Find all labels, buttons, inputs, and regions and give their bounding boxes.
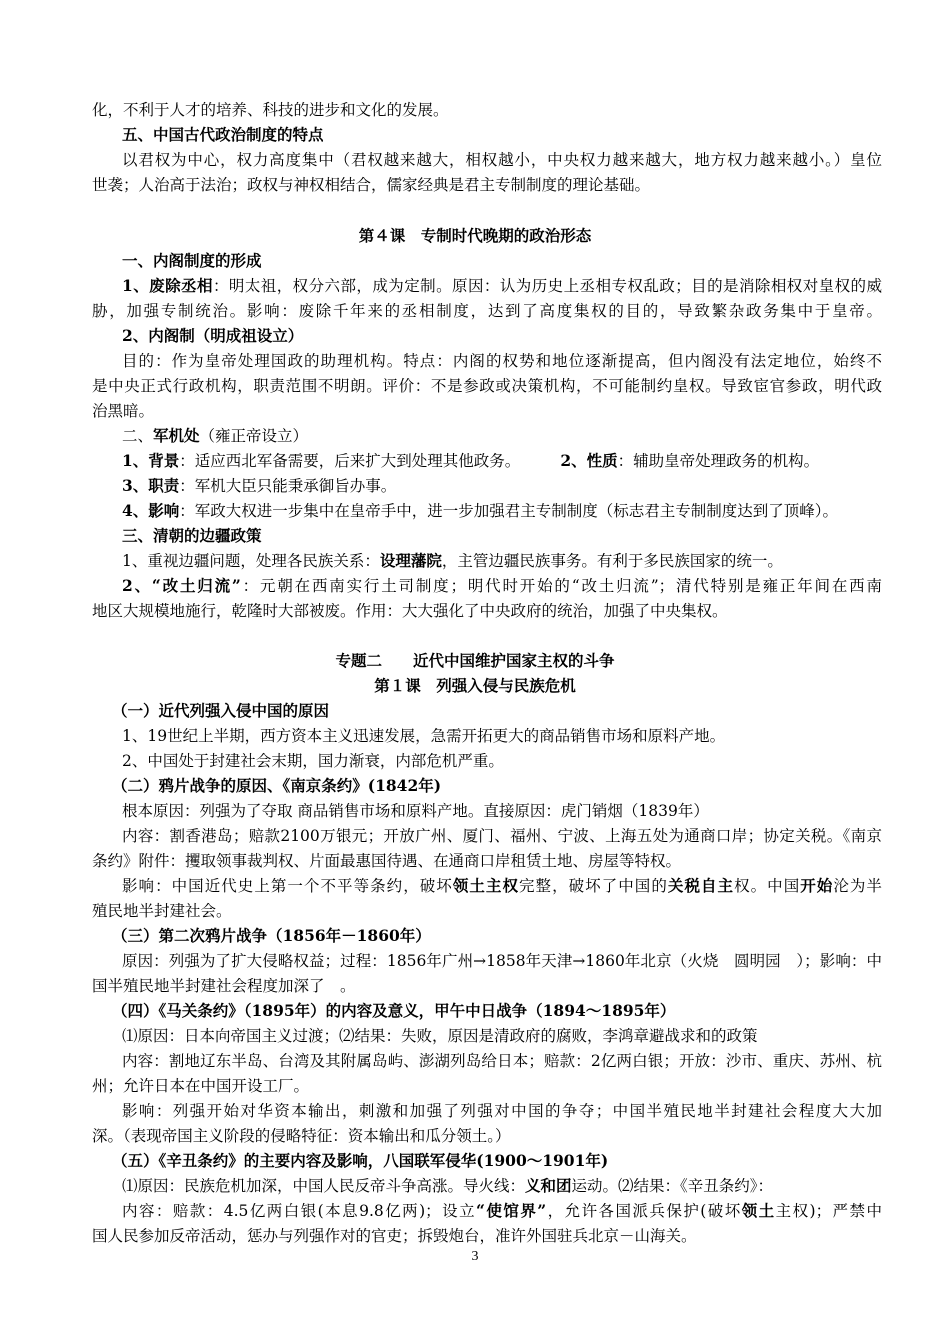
text-line xyxy=(122,574,882,598)
text-line: 地区大规模地施行，乾隆时大部被废。作用：大大强化了中央政府的统治，加强了中央集权。 xyxy=(92,602,728,620)
text-run: 运动。⑵结果：《辛丑条约》： xyxy=(571,1177,774,1195)
text-run: ：辅助皇帝处理政务的机构。 xyxy=(617,452,820,470)
text-run: （雍正帝设立） xyxy=(199,427,309,445)
text-line: 化，不利于人才的培养、科技的进步和文化的发展。 xyxy=(92,101,449,119)
text-run: ⑴原因：民族危机加深，中国人民反帝斗争高涨。导火线： xyxy=(122,1177,526,1195)
text-line: 胁，加强专制统治。影响：废除千年来的丞相制度，达到了高度集权的目的，导致繁杂政务集中于皇帝。 xyxy=(92,302,882,320)
text-line: 1、19世纪上半期，西方资本主义迅速发展，急需开拓更大的商品销售市场和原料产地。 xyxy=(122,727,726,745)
text-line: 国人民参加反帝活动，惩办与列强作对的官吏；拆毁炮台，准许外国驻兵北京－山海关。 xyxy=(92,1227,697,1245)
text-line xyxy=(122,274,882,298)
section-heading: （三）第二次鸦片战争（1856年－1860年） xyxy=(112,926,431,945)
text-line xyxy=(122,449,882,473)
section-heading: 一、内阁制度的形成 xyxy=(122,251,262,270)
section-heading: （一）近代列强入侵中国的原因 xyxy=(112,701,330,720)
text-line: 2、中国处于封建社会末期，国力渐衰，内部危机严重。 xyxy=(122,752,504,770)
section-heading xyxy=(122,424,882,448)
section-heading: 五、中国古代政治制度的特点 xyxy=(122,125,324,144)
text-run: 完整，破坏了中国的 xyxy=(519,877,668,895)
section-heading: （五）《辛丑条约》的主要内容及影响，八国联军侵华(1900～1901年) xyxy=(112,1151,609,1170)
section-heading: （二）鸦片战争的原因、《南京条约》(1842年) xyxy=(112,776,442,795)
bold-term: 2、性质 xyxy=(560,451,618,470)
text-line xyxy=(122,1199,882,1223)
text-line: 是中央正式行政机构，职责范围不明朗。评价：不是参政或决策机构，不可能制约皇权。导致宦官参政，明代政 xyxy=(92,377,882,395)
lesson-title: 第４课 专制时代晚期的政治形态 xyxy=(358,226,592,245)
text-run: 内容：赔款：4.5亿两白银(本息9.8亿两)；设立 xyxy=(122,1202,477,1220)
text-line xyxy=(122,549,882,573)
text-line: 世袭；人治高于法治；政权与神权相结合，儒家经典是君主专制制度的理论基础。 xyxy=(92,176,651,194)
bold-term: “使馆界” xyxy=(476,1201,547,1220)
section-heading: 2、内阁制（明成祖设立） xyxy=(122,326,304,345)
text-run: ：适应西北军备需要，后来扩大到处理其他政务。 xyxy=(179,452,521,470)
text-line: 国半殖民地半封建社会程度加深了 。 xyxy=(92,977,356,995)
text-line: 治黑暗。 xyxy=(92,402,155,420)
bold-term: 4、影响 xyxy=(122,501,180,520)
text-run: 主权)；严禁中 xyxy=(775,1202,882,1220)
text-run: 二、 xyxy=(122,427,154,445)
text-line: 原因：列强为了扩大侵略权益；过程：1856年广州→1858年天津→1860年北京（火烧 圆明园 ）；影响：中 xyxy=(122,952,882,970)
text-run: ：军机大臣只能秉承御旨办事。 xyxy=(179,477,397,495)
bold-term: 2、“改土归流” xyxy=(122,576,241,595)
text-run: ，主管边疆民族事务。有利于多民族国家的统一。 xyxy=(441,552,783,570)
text-line: 深。（表现帝国主义阶段的侵略特征：资本输出和瓜分领土。） xyxy=(92,1127,511,1145)
bold-term: 3、职责 xyxy=(122,476,180,495)
text-line: 目的：作为皇帝处理国政的助理机构。特点：内阁的权势和地位逐渐提高，但内阁没有法定地位，始终不 xyxy=(122,352,882,370)
text-run: ：明太祖，权分六部，成为定制。原因：认为历史上丞相专权乱政；目的是消除相权对皇权的威 xyxy=(212,277,882,295)
text-line: 内容：割地辽东半岛、台湾及其附属岛屿、澎湖列岛给日本；赔款：2亿两白银；开放：沙市、重庆、苏州、杭 xyxy=(122,1052,882,1070)
text-line: 殖民地半封建社会。 xyxy=(92,902,232,920)
text-run: 1、重视边疆问题，处理各民族关系： xyxy=(122,552,380,570)
text-line xyxy=(122,1174,882,1198)
bold-term: 领土 xyxy=(741,1201,776,1220)
text-line xyxy=(122,474,882,498)
bold-term: 开始 xyxy=(800,876,834,895)
section-heading: （四）《马关条约》（1895年）的内容及意义，甲午中日战争（1894～1895年） xyxy=(112,1001,676,1020)
bold-term: 领土主权 xyxy=(452,876,520,895)
text-line: 条约》附件：攫取领事裁判权、片面最惠国待遇、在通商口岸租赁土地、房屋等特权。 xyxy=(92,852,682,870)
text-line xyxy=(122,874,882,898)
text-run: ：军政大权进一步集中在皇帝手中，进一步加强君主专制制度（标志君主专制制度达到了顶峰）。 xyxy=(179,502,839,520)
text-run: 影响：中国近代史上第一个不平等条约，破坏 xyxy=(122,877,453,895)
text-line: 根本原因：列强为了夺取 商品销售市场和原料产地。直接原因：虎门销烟（1839年） xyxy=(122,802,709,820)
lesson-title: 第１课 列强入侵与民族危机 xyxy=(374,676,576,695)
text-line xyxy=(122,499,882,523)
page-number: 3 xyxy=(471,1249,479,1264)
text-line: ⑴原因：日本向帝国主义过渡；⑵结果：失败，原因是清政府的腐败，李鸿章避战求和的政策 xyxy=(122,1027,758,1045)
text-line: 影响：列强开始对华资本输出，刺激和加强了列强对中国的争夺；中国半殖民地半封建社会程度大大加 xyxy=(122,1102,882,1120)
text-line: 州；允许日本在中国开设工厂。 xyxy=(92,1077,310,1095)
bold-term: 关税自主 xyxy=(667,876,735,895)
text-run: 沦为半 xyxy=(833,877,882,895)
text-run: ，允许各国派兵保护(破坏 xyxy=(546,1202,742,1220)
bold-term: 义和团 xyxy=(525,1176,572,1195)
bold-term: 1、废除丞相 xyxy=(122,276,213,295)
section-heading: 三、清朝的边疆政策 xyxy=(122,526,262,545)
chapter-title: 专题二 近代中国维护国家主权的斗争 xyxy=(335,651,615,670)
text-line: 以君权为中心，权力高度集中（君权越来越大，相权越小，中央权力越来越大，地方权力越来越小。）皇位 xyxy=(122,151,882,169)
bold-term: 军机处 xyxy=(153,426,200,445)
bold-term: 设理藩院 xyxy=(379,551,442,570)
text-line: 内容：割香港岛；赔款2100万银元；开放广州、厦门、福州、宁波、上海五处为通商口岸；协定关税。《南京 xyxy=(122,827,882,845)
text-run: 权。中国 xyxy=(734,877,801,895)
bold-term: 1、背景 xyxy=(122,451,180,470)
text-run: ：元朝在西南实行土司制度；明代时开始的“改土归流”；清代特别是雍正年间在西南 xyxy=(240,577,882,595)
